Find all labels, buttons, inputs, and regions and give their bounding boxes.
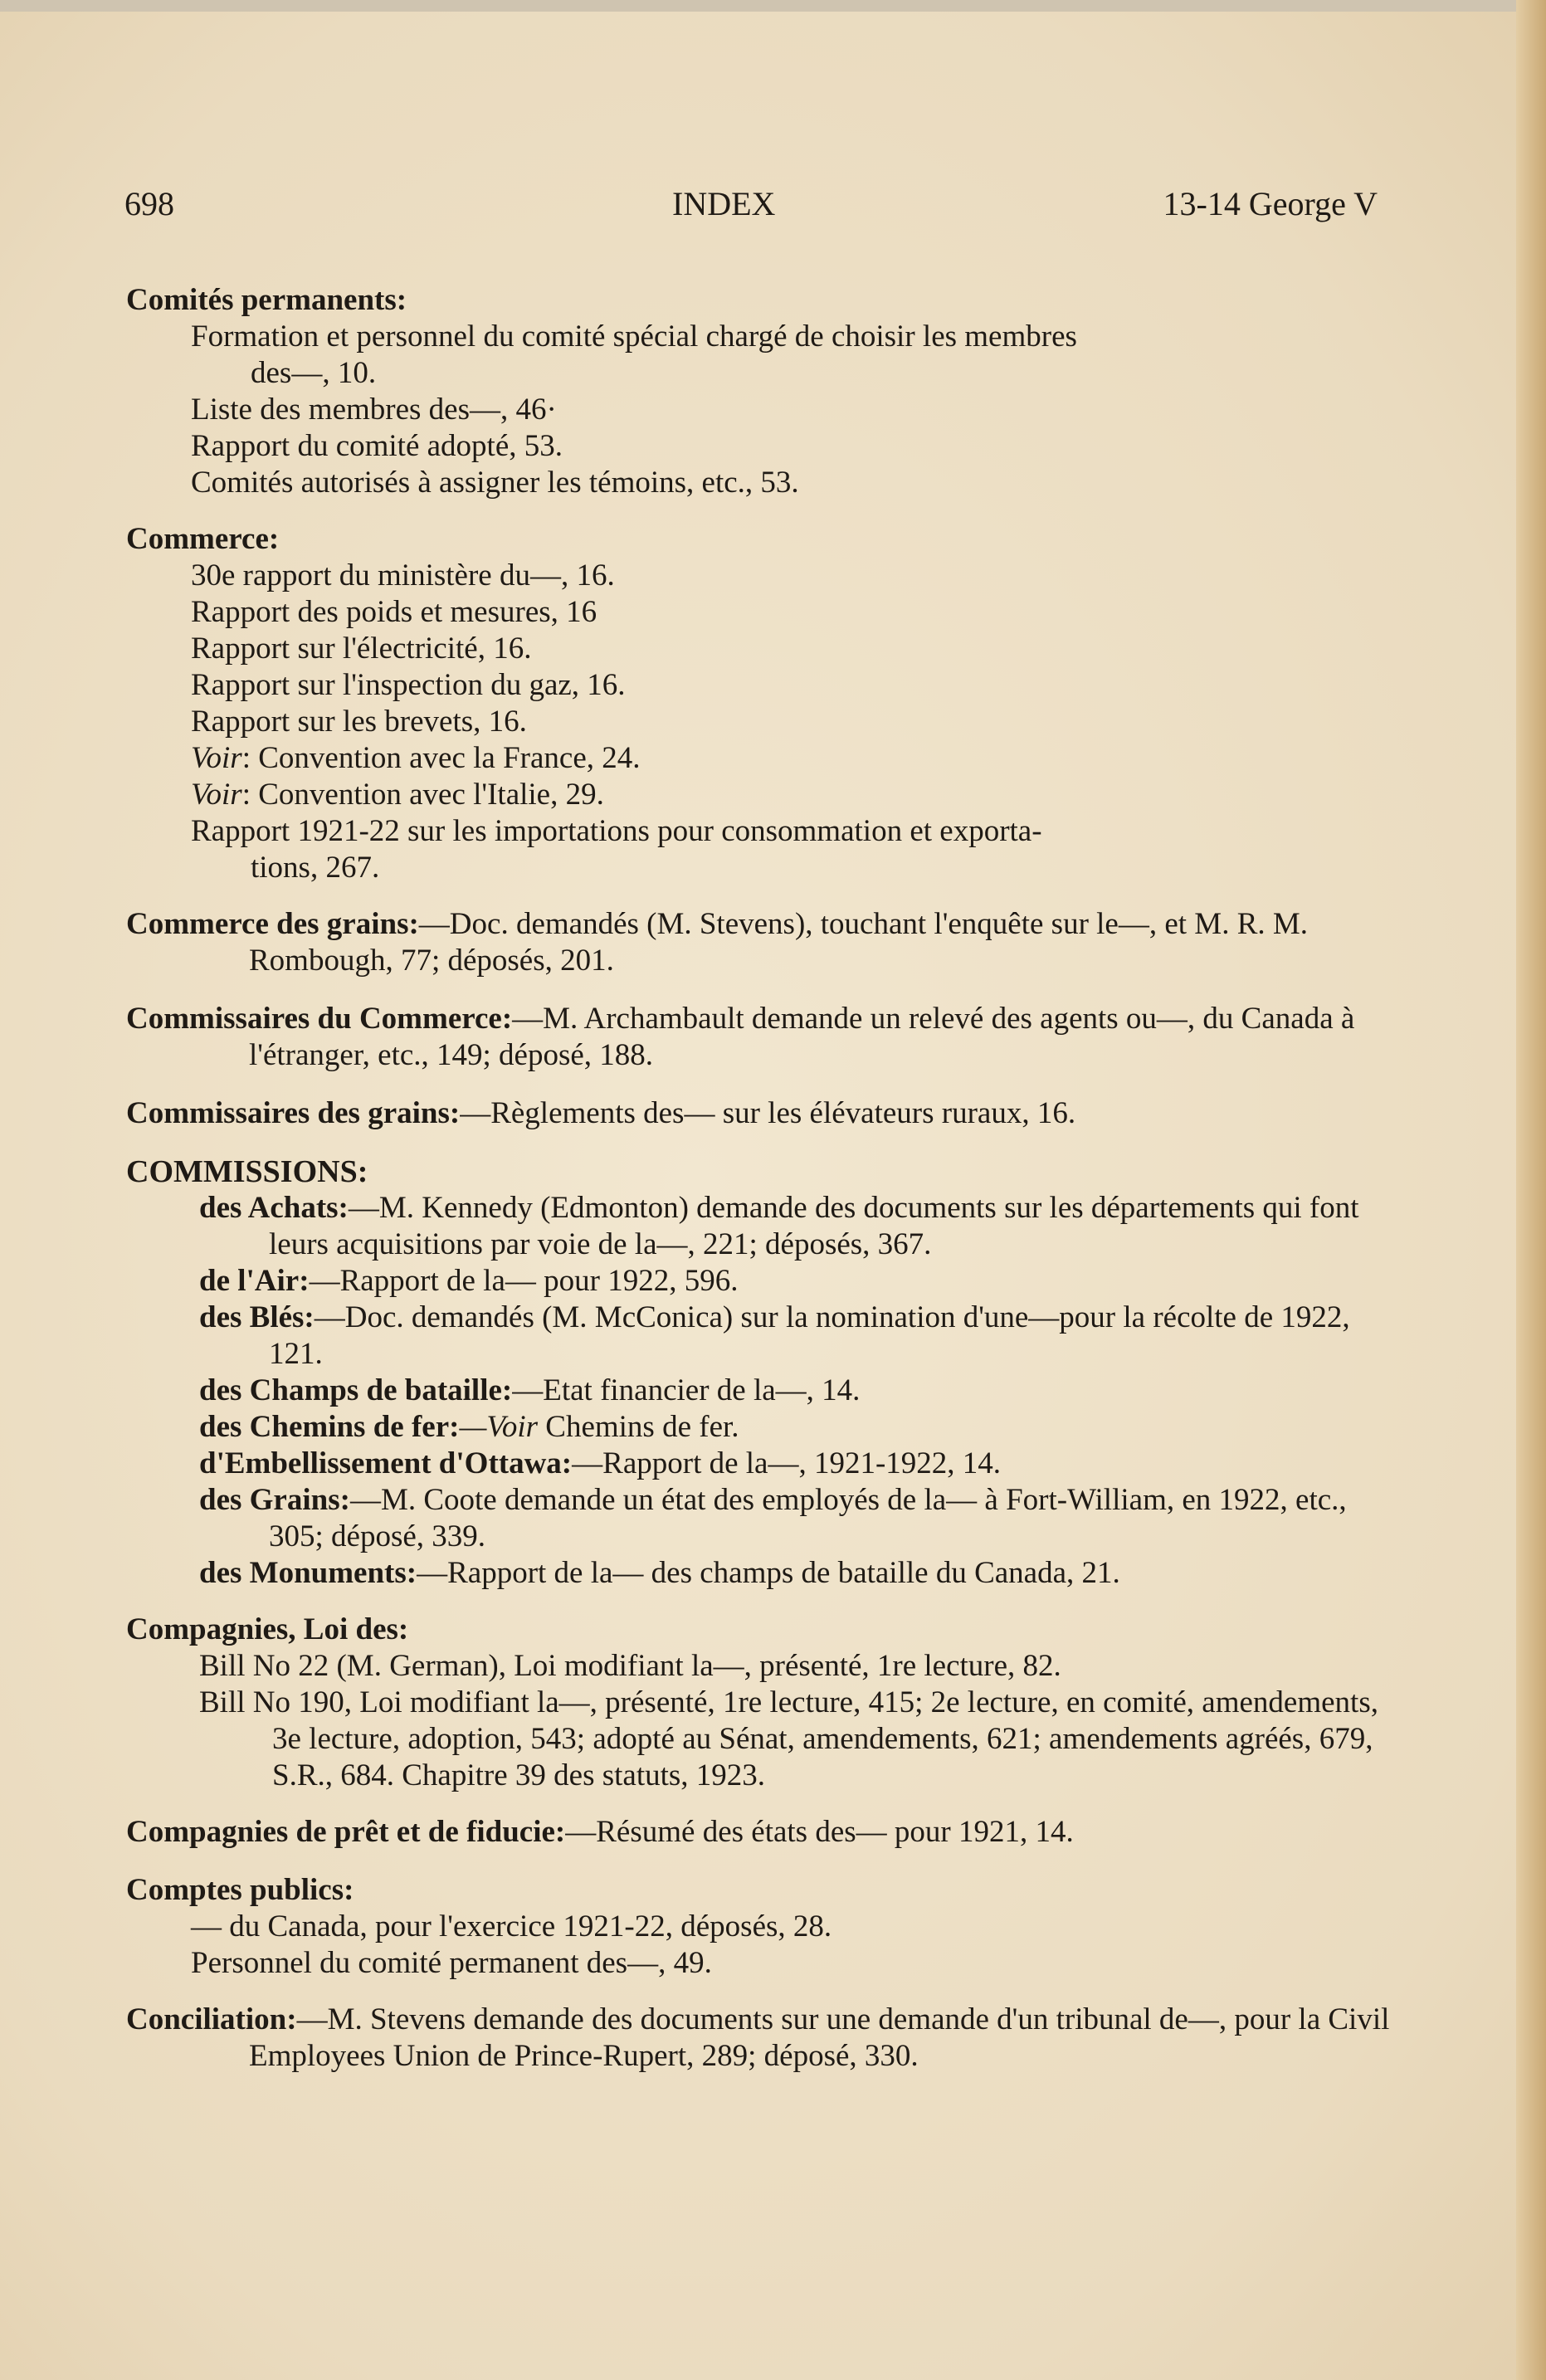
sub-line: Liste des membres des—, 46· (191, 393, 557, 427)
entry-commerce-des-grains (126, 906, 1396, 979)
index-content (126, 282, 1396, 2096)
sub-line: Formation et personnel du comité spécial chargé de choisir les membres (191, 319, 1077, 354)
commission-label: des Champs de bataille: (199, 1373, 513, 1407)
entry-heading: Compagnies de prêt et de fiducie: (126, 1815, 566, 1849)
entry-heading: Comptes publics: (126, 1873, 354, 1907)
entry-compagnies-loi-des (126, 1612, 1396, 1794)
sub-line: — du Canada, pour l'exercice 1921-22, déposés, 28. (191, 1909, 832, 1944)
volume-label: 13-14 George V (1163, 185, 1378, 222)
sub-line-voir (126, 740, 1396, 777)
page-number: 698 (124, 185, 174, 222)
entry-comites-permanents (126, 282, 1396, 501)
commission-text: —Doc. demandés (M. McConica) sur la nomination d'une—pour la récolte de 1922, 121. (269, 1300, 1350, 1371)
entry-heading: Commerce des grains: (126, 907, 419, 941)
voir-text: : Convention avec l'Italie, 29. (241, 778, 604, 812)
sub-line-continued: des—, 10. (251, 356, 377, 390)
commission-item-grains (126, 1482, 1396, 1555)
voir-label: —Voir (459, 1410, 539, 1444)
entry-commissaires-du-commerce (126, 1001, 1396, 1074)
entry-commerce (126, 521, 1396, 886)
commission-label: des Grains: (199, 1483, 350, 1517)
sub-line: Rapport du comité adopté, 53. (191, 429, 563, 463)
commission-item-embellissement (126, 1446, 1396, 1482)
commission-item-chemins-de-fer (126, 1409, 1396, 1446)
commission-label: des Achats: (199, 1191, 349, 1225)
commission-label: de l'Air: (199, 1264, 310, 1298)
voir-label: Voir (191, 778, 242, 812)
sub-line: Rapport sur l'électricité, 16. (191, 632, 532, 666)
entry-comptes-publics (126, 1872, 1396, 1982)
sub-line: Bill No 22 (M. German), Loi modifiant la—, présenté, 1re lecture, 82. (199, 1649, 1061, 1683)
page-header (124, 184, 1378, 234)
page-top-edge (0, 0, 1546, 12)
sub-line: Rapport sur les brevets, 16. (191, 705, 527, 739)
commission-text: —Rapport de la— pour 1922, 596. (309, 1264, 739, 1298)
sub-line: Comités autorisés à assigner les témoins, etc., 53. (191, 466, 799, 500)
sub-line: Rapport sur l'inspection du gaz, 16. (191, 668, 626, 702)
sub-line: 30e rapport du ministère du—, 16. (191, 558, 615, 593)
entry-text: —M. Archambault demande un relevé des agents ou—, du Canada à l'étranger, etc., 149; déposé, 188. (249, 1002, 1355, 1072)
commission-label: d'Embellissement d'Ottawa: (199, 1446, 573, 1480)
entry-compagnies-de-pret (126, 1814, 1396, 1851)
entry-text: —Doc. demandés (M. Stevens), touchant l'enquête sur le—, et M. R. M. Rombough, 77; déposés, 201. (249, 907, 1309, 978)
voir-label: Voir (191, 741, 242, 775)
entry-commissions (126, 1153, 1396, 1592)
commission-text: —Rapport de la— des champs de bataille du Canada, 21. (417, 1556, 1120, 1590)
entry-heading: Commissaires des grains: (126, 1096, 461, 1130)
entry-heading: Commerce: (126, 522, 280, 556)
entry-heading: COMMISSIONS: (126, 1154, 368, 1189)
commission-item-monuments (126, 1555, 1396, 1592)
sub-line: Rapport 1921-22 sur les importations pour consommation et exporta- (191, 814, 1042, 848)
commission-item-air (126, 1263, 1396, 1300)
entry-text: —M. Stevens demande des documents sur une demande d'un tribunal de—, pour la Civil Employees Union de Prince-Rupert, 289; déposé, 330. (249, 2002, 1390, 2073)
commission-item-bles (126, 1300, 1396, 1373)
entry-heading: Conciliation: (126, 2002, 297, 2036)
sub-line-continued: tions, 267. (251, 851, 380, 885)
commission-text: —M. Coote demande un état des employés de la— à Fort-William, en 1922, etc., 305; déposé, 339. (269, 1483, 1347, 1553)
sub-line: Rapport des poids et mesures, 16 (191, 595, 597, 629)
entry-heading: Commissaires du Commerce: (126, 1002, 513, 1036)
commission-text: —M. Kennedy (Edmonton) demande des documents sur les départements qui font leurs acquisitions par voie de la—, 221; déposés, 367. (269, 1191, 1359, 1261)
sub-line: Personnel du comité permanent des—, 49. (191, 1946, 712, 1980)
entry-conciliation (126, 2002, 1396, 2075)
entry-text: —Règlements des— sur les élévateurs ruraux, 16. (460, 1096, 1076, 1130)
commission-item-champs-de-bataille (126, 1373, 1396, 1409)
voir-text: : Convention avec la France, 24. (241, 741, 641, 775)
commission-label: des Blés: (199, 1300, 315, 1334)
commission-item-achats (126, 1190, 1396, 1263)
entry-heading: Comités permanents: (126, 283, 407, 317)
entry-commissaires-des-grains (126, 1095, 1396, 1132)
running-title: INDEX (672, 185, 776, 222)
entry-text: —Résumé des états des— pour 1921, 14. (565, 1815, 1074, 1849)
entry-heading: Compagnies, Loi des: (126, 1612, 409, 1646)
commission-text: —Etat financier de la—, 14. (512, 1373, 861, 1407)
commission-text: Chemins de fer. (538, 1410, 739, 1444)
commission-label: des Monuments: (199, 1556, 417, 1590)
page-right-edge (1516, 0, 1546, 2380)
sub-line-voir (126, 777, 1396, 813)
sub-line: Bill No 190, Loi modifiant la—, présenté, 1re lecture, 415; 2e lecture, en comité, amendements, 3e lecture, adoption, 543; adopté au Sénat, amendements, 621; amendements agréés, 679, S.R., 684. Chapitre 39 des statuts, 1923. (199, 1685, 1378, 1792)
commission-label: des Chemins de fer: (199, 1410, 460, 1444)
commission-text: —Rapport de la—, 1921-1922, 14. (572, 1446, 1002, 1480)
